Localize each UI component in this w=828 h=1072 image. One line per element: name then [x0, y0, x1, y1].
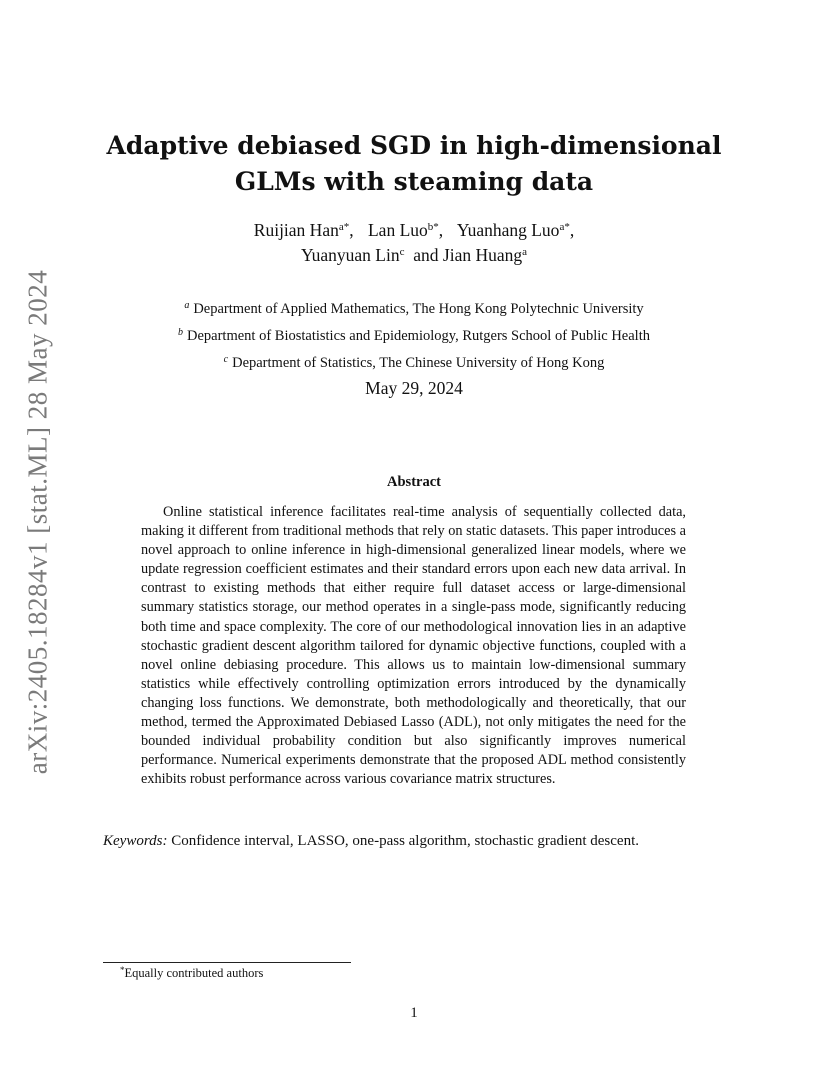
title-line-2: GLMs with steaming data	[234, 167, 594, 196]
author-name: Yuanhang Luo	[456, 220, 560, 240]
affiliation-text: Department of Applied Mathematics, The Hong Kong Polytechnic University	[193, 301, 644, 317]
affiliation-text: Department of Biostatistics and Epidemiology, Rutgers School of Public Health	[187, 328, 650, 344]
arxiv-identifier-stamp: arXiv:2405.18284v1 [stat.ML] 28 May 2024	[22, 269, 53, 775]
footnote-divider	[103, 962, 351, 963]
author-separator: and	[413, 245, 439, 265]
author-separator: ,	[349, 220, 354, 240]
footnote-text: Equally contributed authors	[124, 966, 264, 980]
abstract-body: Online statistical inference facilitates real-time analysis of sequentially collected data, making it different from traditional methods that rely on static datasets. This paper introduces a novel approach to online inference in high-dimensional generalized linear models, where we update regression coefficient estimates and their standard errors upon each new data arrival. In contrast to existing methods that either require full dataset access or large-dimensional summary statistics storage, our method operates in a single-pass mode, significantly reducing both time and space complexity. The core of our methodological innovation lies in an adaptive stochastic gradient descent algorithm tailored for dynamic objective functions, coupled with a novel online debiasing procedure. This allows us to maintain low-dimensional summary statistics while effectively controlling optimization errors introduced by the dynamically changing loss functions. We demonstrate, both methodologically and theoretically, that our method, termed the Approximated Debiased Lasso (ADL), not only mitigates the need for the bounded individual probability condition but also significantly improves numerical performance. Numerical experiments demonstrate that the proposed ADL method consistently exhibits robust performance across various covariance matrix structures.	[141, 504, 686, 788]
keywords-label: Keywords:	[103, 833, 168, 849]
paper-title	[0, 128, 828, 200]
affiliation-line	[0, 348, 828, 375]
keywords-text: Confidence interval, LASSO, one-pass algorithm, stochastic gradient descent.	[171, 833, 640, 849]
author-affiliation-mark: b*	[427, 221, 439, 233]
author-name: Yuanyuan Lin	[300, 245, 400, 265]
page-number: 1	[410, 1005, 418, 1021]
author-affiliation-mark: a	[522, 246, 528, 258]
author-affiliation-mark: c	[399, 246, 405, 258]
author-name: Lan Luo	[367, 220, 428, 240]
keywords-line	[103, 831, 733, 851]
author-name: Ruijian Han	[253, 220, 339, 240]
affiliation-list	[0, 294, 828, 375]
title-line-1: Adaptive debiased SGD in high-dimensional	[106, 131, 722, 160]
author-list	[0, 218, 828, 268]
footnote-mark: *	[120, 965, 125, 975]
affiliation-text: Department of Statistics, The Chinese University of Hong Kong	[232, 355, 605, 371]
author-affiliation-mark: a*	[338, 221, 350, 233]
author-affiliation-mark: a*	[559, 221, 570, 233]
author-separator: ,	[569, 220, 575, 240]
affiliation-mark: a	[184, 300, 190, 311]
abstract-heading: Abstract	[387, 474, 441, 490]
footnote	[120, 966, 263, 981]
affiliation-mark: b	[178, 327, 183, 338]
author-line-1	[0, 218, 828, 243]
author-line-2	[0, 243, 828, 268]
publication-date: May 29, 2024	[365, 378, 463, 398]
affiliation-line	[0, 321, 828, 348]
affiliation-mark: c	[223, 354, 229, 365]
affiliation-line	[0, 294, 828, 321]
author-name: Jian Huang	[442, 245, 523, 265]
author-separator: ,	[438, 220, 444, 240]
